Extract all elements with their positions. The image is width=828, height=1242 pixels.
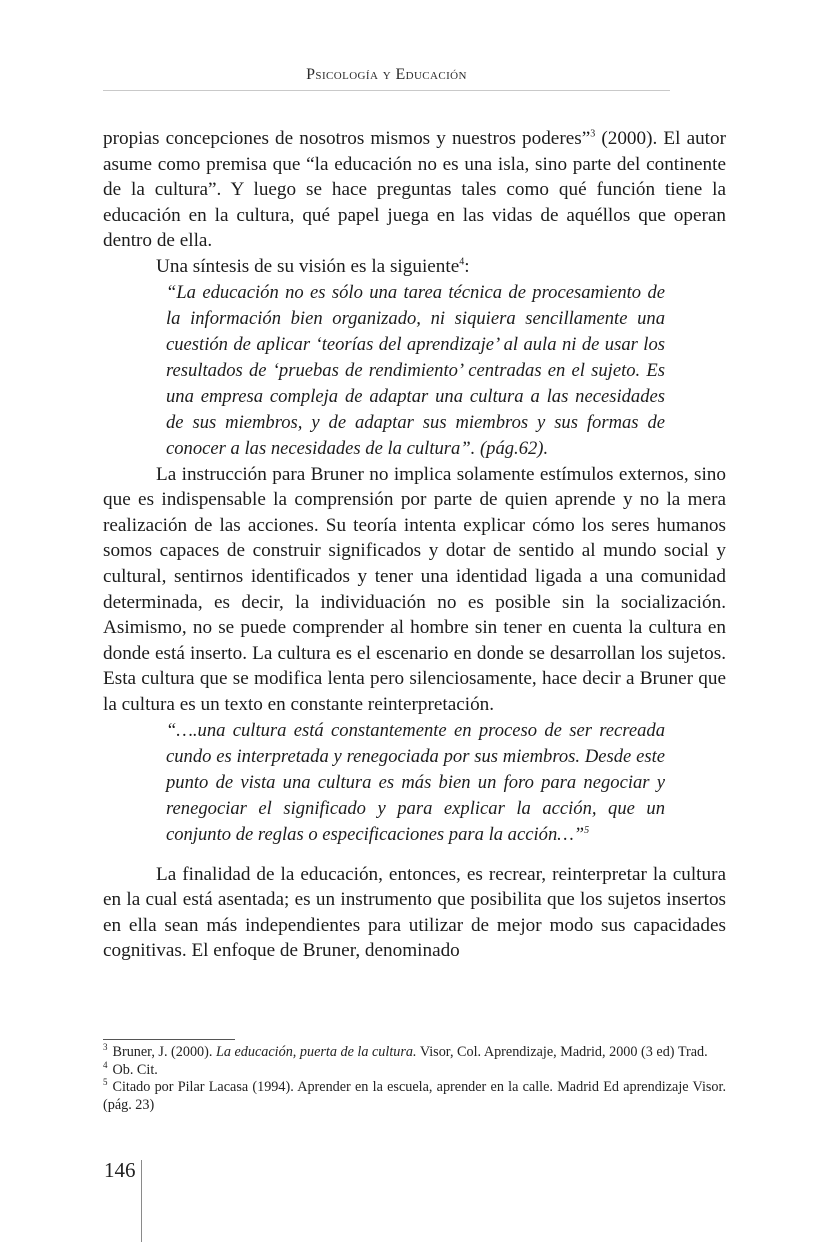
footnote-4 bbox=[103, 1059, 726, 1080]
block-quote-2 bbox=[166, 718, 665, 848]
paragraph-text: (2000). El autor asume como premisa que “la educación no es una isla, sino parte del continente de la cultura”. Y luego se hace preguntas tales como qué función tiene la educación en la cultura, qué papel juega en las vidas de aquéllos que operan dentro de ella. bbox=[103, 128, 726, 252]
page-number-rule bbox=[141, 1160, 142, 1242]
footnote-3 bbox=[103, 1044, 726, 1062]
footnotes bbox=[103, 1044, 726, 1114]
main-text bbox=[103, 126, 726, 964]
footnote-5 bbox=[103, 1079, 726, 1114]
footnote-text: Ob. Cit. bbox=[112, 1061, 158, 1078]
paragraph-1 bbox=[103, 126, 726, 254]
footnote-text: Bruner, J. (2000). bbox=[112, 1044, 216, 1060]
running-head-title: Psicología y Educación bbox=[306, 66, 467, 83]
footnote-ref-5[interactable]: 5 bbox=[584, 824, 590, 836]
paragraph-text: : bbox=[464, 255, 470, 277]
footnote-ref-3[interactable]: 3 bbox=[590, 128, 596, 140]
page-number: 146 bbox=[104, 1158, 136, 1182]
paragraph-text: Una síntesis de su visión es la siguiente bbox=[156, 255, 460, 277]
block-quote-1: “La educación no es sólo una tarea técnica de procesamiento de la información bien organizado, ni siquiera sencillamente una cuestión de aplicar ‘teorías del aprendizaje’ al aula ni de usar los resultados de ‘pruebas de rendimiento’ centradas en el sujeto. Es una empresa compleja de adaptar una cultura a las necesidades de sus miembros, y de adaptar sus miembros y sus formas de conocer a las necesidades de la cultura”. (pág.62). bbox=[166, 281, 665, 459]
quote-text: “….una cultura está constantemente en proceso de ser recreada cundo es interpretada y renegociada por sus miembros. Desde este punto de vista una cultura es más bien un foro para negociar y renegociar el significado y para explicar la acción, que un conjunto de reglas o especificaciones para la acción…” bbox=[166, 719, 665, 845]
paragraph-3: La instrucción para Bruner no implica solamente estímulos externos, sino que es indispensable la comprensión por parte de quien aprende y no la mera realización de las acciones. Su teoría intenta explicar cómo los seres humanos somos capaces de construir significados y dotar de sentido al mundo social y cultural, sentirnos identificados y tener una identidad ligada a una comunidad determinada, es decir, la individuación no es posible sin la socialización. Asimismo, no se puede comprender al hombre sin tener en cuenta la cultura en donde está inserto. La cultura es el escenario en donde se desarrollan los sujetos. Esta cultura que se modifica lenta pero silenciosamente, hace decir a Bruner que la cultura es un texto en constante reinterpretación. bbox=[103, 463, 726, 715]
footnote-book-title: La educación, puerta de la cultura. bbox=[215, 1044, 417, 1060]
header-divider bbox=[103, 90, 670, 91]
footnote-divider bbox=[103, 1039, 235, 1040]
footnote-number: 4 bbox=[103, 1059, 108, 1070]
paragraph-text: propias concepciones de nosotros mismos y nuestros poderes” bbox=[103, 128, 591, 149]
paragraph-2 bbox=[103, 254, 726, 280]
footnote-number: 3 bbox=[103, 1042, 108, 1053]
footnote-text: Visor, Col. Aprendizaje, Madrid, 2000 (3 ed) Trad. bbox=[416, 1044, 708, 1060]
paragraph-4: La finalidad de la educación, entonces, es recrear, reinterpretar la cultura en la cual está asentada; es un instrumento que posibilita que los sujetos insertos en ella sean más independientes para utilizar de mejor modo sus capacidades cognitivas. El enfoque de Bruner, denominado bbox=[103, 863, 726, 962]
footnote-text: Citado por Pilar Lacasa (1994). Aprender en la escuela, aprender en la calle. Madrid Ed aprendizaje Visor. (pág. 23) bbox=[103, 1079, 726, 1113]
footnote-number: 5 bbox=[103, 1077, 108, 1088]
footnote-ref-4[interactable]: 4 bbox=[459, 256, 465, 268]
